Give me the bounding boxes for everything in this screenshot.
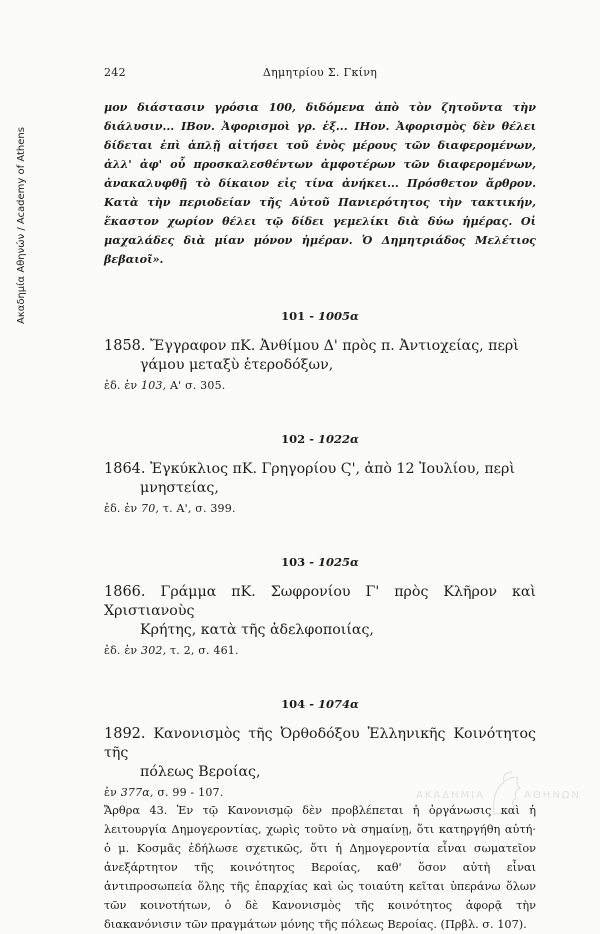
section-year: 1074α bbox=[317, 697, 359, 711]
athena-head-icon bbox=[486, 770, 526, 820]
entry-title-line2: γάμου μεταξὺ ἑτεροδόξων, bbox=[140, 357, 334, 373]
section-year: 1022α bbox=[317, 432, 359, 446]
ref-prefix: ἐν bbox=[104, 786, 117, 799]
ref-pages: τ. 2, σ. 461. bbox=[170, 644, 239, 657]
section-year: 1025α bbox=[317, 555, 359, 569]
section-number: 101 bbox=[281, 309, 306, 323]
entry-title-line1: Ἐγκύκλιος πΚ. Γρηγορίου Ϛ', ἀπὸ 12 Ἰουλίου, περὶ bbox=[150, 461, 515, 477]
entry-title-line1: Ἔγγραφον πΚ. Ἀνθίμου Δ' πρὸς π. Ἀντιοχείας, περὶ bbox=[150, 338, 519, 354]
entry-title bbox=[104, 337, 536, 375]
entry-title-line2: μνηστείας, bbox=[140, 480, 219, 496]
section-heading: 103 - 1025α bbox=[281, 555, 359, 569]
entry-number: 1866. bbox=[104, 584, 146, 600]
entry-title-line1: Κανονισμὸς τῆς Ὀρθοδόξου Ἑλληνικῆς Κοινότητος τῆς bbox=[104, 726, 536, 761]
entry-reference bbox=[104, 379, 536, 392]
ref-prefix: ἐδ. ἐν bbox=[104, 644, 138, 657]
quoted-article bbox=[104, 801, 536, 934]
entry-number: 1864. bbox=[104, 461, 146, 477]
side-label-text: Ακαδημία Αθηνών / Academy of Athens bbox=[15, 126, 27, 324]
section-number: 102 bbox=[281, 432, 306, 446]
section-heading: 104 - 1074α bbox=[281, 697, 359, 711]
entry-title-line1: Γράμμα πΚ. Σωφρονίου Γ' πρὸς Κλῆρον καὶ Χριστιανοὺς bbox=[104, 584, 536, 619]
entry-number: 1858. bbox=[104, 338, 146, 354]
watermark-left-word: ΑΚΑΔΗΜΙΑ bbox=[416, 790, 486, 801]
ref-source: 302, bbox=[141, 644, 167, 657]
side-label bbox=[11, 60, 31, 390]
ref-pages: σ. 99 - 107. bbox=[157, 786, 224, 799]
entry-title bbox=[104, 583, 536, 640]
quote-text: Ἄρθρα 43. Ἐν τῷ Κανονισμῷ δὲν προβλέπεται ἡ ὀργάνωσις καὶ ἡ λειτουργία Δημογεροντίας, χωρὶς τοῦτο νὰ σημαίνῃ, ὅτι κατηργήθη αὐτή· ὁ μ. Κοσμᾶς ἐδήλωσε σχετικῶς, ὅτι ἡ Δημογεροντία εἶναι σωματεῖον ἀνεξάρτητον τῆς κοινότητος Βεροίας, καθ' ὅσον αὐτὴ εἶναι ἀντιπροσωπεία ὅλης τῆς ἐπαρχίας καὶ ὡς τοιαύτη κεῖται ὑπεράνω ὅλων τῶν κοινοτήτων, ὁ δὲ Κανονισμὸς τῆς κοινότητος ἀφορᾷ τὴν διακανόνισιν τῶν πραγμάτων μόνης τῆς πόλεως Βεροίας. (Πρβλ. σ. 107). bbox=[104, 804, 536, 931]
section-heading: 101 - 1005α bbox=[281, 309, 359, 323]
entry-block bbox=[104, 432, 536, 515]
ref-source: 103, bbox=[141, 379, 167, 392]
page-number: 242 bbox=[104, 66, 126, 79]
watermark-right-word: ΑΘΗΝΩΝ bbox=[524, 790, 581, 801]
entry-title-line2: πόλεως Βεροίας, bbox=[140, 764, 261, 780]
entry-title bbox=[104, 460, 536, 498]
intro-text: μον διάστασιν γρόσια 100, διδόμενα ἀπὸ τὸν ζητοῦντα τὴν διάλυσιν... ΙΒον. Ἀφορισμοὶ γρ. ἑξ... ΙΗον. Ἀφορισμὸς δὲν θέλει δίδεται ἐπὶ ἁπλῇ αἰτήσει τοῦ ἑνὸς μέρους τῶν διαφερομένων, ἀλλ' ἀφ' οὗ προσκαλεσθέντων ἀμφοτέρων τῶν διαφερομένων, ἀνακαλυφθῇ τὸ δίκαιον εἰς τίνα ἀνήκει... Πρόσθετον ἄρθρον. Κατὰ τὴν περιοδείαν τῆς Αὐτοῦ Πανιερότητος τὴν τακτικήν, ἕκαστον χωρίον θέλει τῷ δίδει γεμελίκι διὰ δύω ἡμέρας. Οἱ μαχαλάδες διὰ μίαν μόνον ἡμέραν. Ὁ Δημητριάδος Μελέτιος βεβαιοῖ». bbox=[104, 100, 536, 266]
entry-block bbox=[104, 555, 536, 657]
section-year: 1005α bbox=[317, 309, 359, 323]
section-number: 104 bbox=[281, 697, 306, 711]
academy-watermark bbox=[416, 770, 581, 820]
ref-source: 70, bbox=[141, 502, 160, 515]
entry-reference bbox=[104, 644, 536, 657]
entry-title-line2: Κρήτης, κατὰ τῆς ἀδελφοποιίας, bbox=[140, 622, 374, 638]
entry-reference bbox=[104, 502, 536, 515]
ref-pages: Α' σ. 305. bbox=[170, 379, 226, 392]
running-head bbox=[104, 66, 536, 84]
running-title: Δημητρίου Σ. Γκίνη bbox=[262, 66, 378, 79]
ref-prefix: ἐδ. ἐν bbox=[104, 379, 138, 392]
section-heading: 102 - 1022α bbox=[281, 432, 359, 446]
ref-source: 377α, bbox=[120, 786, 154, 799]
intro-paragraph bbox=[104, 98, 536, 269]
entry-block bbox=[104, 309, 536, 392]
ref-pages: τ. Α', σ. 399. bbox=[162, 502, 236, 515]
entry-number: 1892. bbox=[104, 726, 146, 742]
ref-prefix: ἐδ. ἐν bbox=[104, 502, 138, 515]
section-number: 103 bbox=[281, 555, 306, 569]
